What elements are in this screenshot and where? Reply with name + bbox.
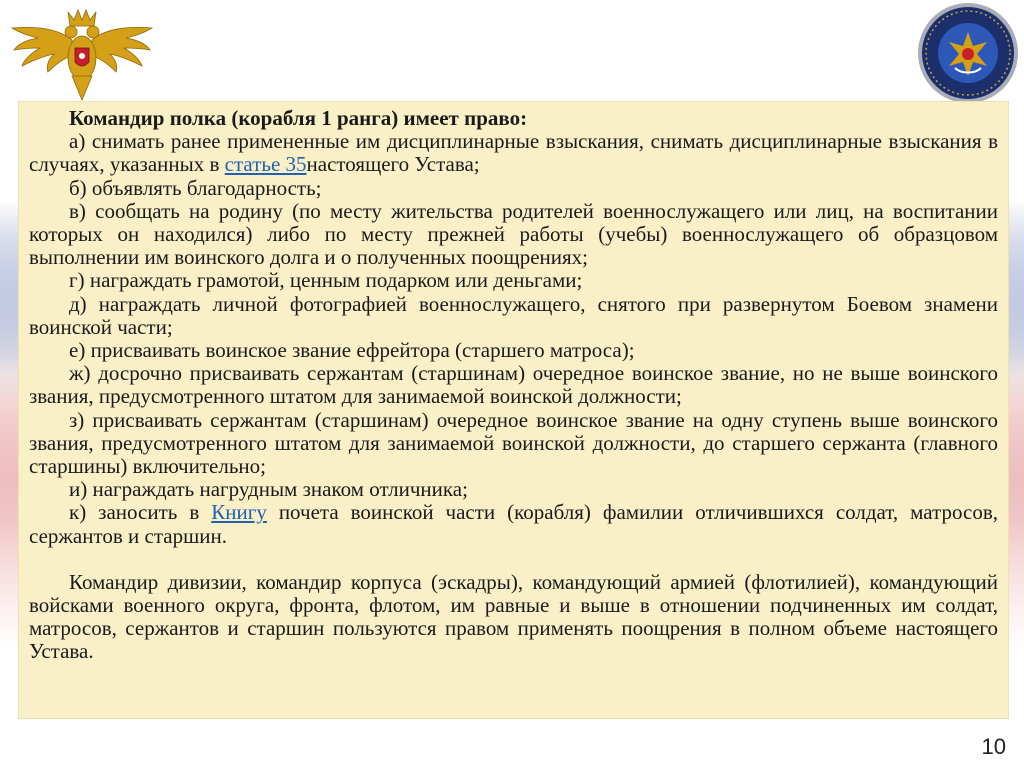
regulation-text <box>29 107 998 664</box>
list-item-k-text: к) заносить в <box>69 500 212 525</box>
list-item-a-text: а) снимать ранее примененные им дисциплинарные взыскания, снимать дисциплинарные взыскания в случаях, указанных в <box>29 129 998 177</box>
article-35-link[interactable]: статье 35 <box>224 152 307 177</box>
list-item-e: е) присваивать воинское звание ефрейтора (старшего матроса); <box>69 338 635 363</box>
list-item-k <box>29 501 998 547</box>
list-item-b: б) объявлять благодарность; <box>69 175 322 200</box>
closing-paragraph: Командир дивизии, командир корпуса (эскадры), командующий армией (флотилией), командующий войсками военного округа, фронта, флотом, им равные и выше в отношении подчиненных им солдат, матросов, сержантов и старшин пользуются правом применять поощрения в полном объеме настоящего Устава. <box>29 569 998 664</box>
double-headed-eagle-emblem-icon <box>8 6 156 102</box>
paragraph-spacer <box>29 548 998 571</box>
list-item-a <box>29 130 998 176</box>
list-item-d: д) награждать личной фотографией военнослужащего, снятого при развернутом Боевом знамени воинской части; <box>29 291 998 339</box>
list-item-a-tail: настоящего Устава; <box>306 152 480 177</box>
page-number: 10 <box>981 734 1006 759</box>
honor-book-link[interactable]: Книгу <box>211 500 267 525</box>
list-item-g: г) награждать грамотой, ценным подарком или деньгами; <box>69 268 583 293</box>
list-item-v: в) сообщать на родину (по месту жительства родителей военнослужащего или лиц, на воспитании которых он находился) либо по месту прежней работы (учебы) военнослужащего об образцовом выполнении им воинского долга и о полученных поощрениях; <box>29 198 998 270</box>
content-panel <box>18 101 1009 719</box>
list-item-i: и) награждать нагрудным знаком отличника; <box>69 477 468 502</box>
list-item-z: з) присваивать сержантам (старшинам) очередное воинское звание на одну ступень выше воинского звания, предусмотренного штатом для занимаемой воинской должности, до старшего сержанта (главного старшины) включительно; <box>29 407 998 479</box>
academy-seal-icon <box>917 2 1019 104</box>
list-item-zh: ж) досрочно присваивать сержантам (старшинам) очередное воинское звание, но не выше воинского звания, предусмотренного штатом для занимаемой воинской должности; <box>29 361 998 409</box>
section-heading: Командир полка (корабля 1 ранга) имеет право: <box>69 106 528 130</box>
list-item-k-tail: почета воинской части (корабля) фамилии отличившихся солдат, матросов, сержантов и старшин. <box>29 500 998 548</box>
